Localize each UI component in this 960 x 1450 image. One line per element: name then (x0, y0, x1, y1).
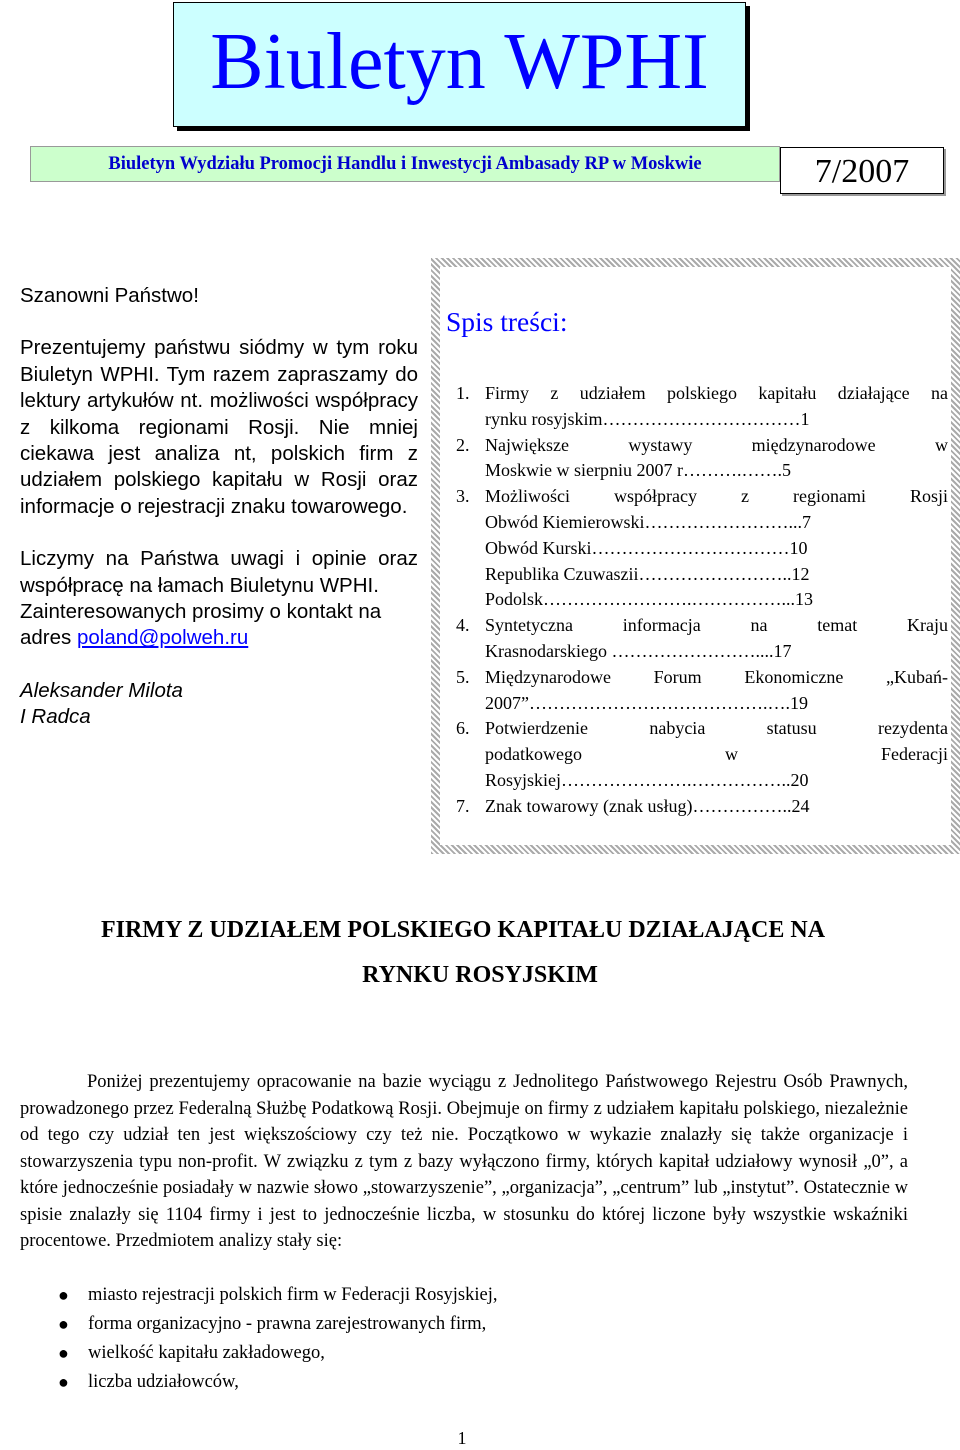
signature-name: Aleksander Milota (20, 678, 183, 702)
toc-entry-line (456, 665, 948, 691)
toc-entry-line (456, 458, 948, 484)
toc-entry-number (456, 691, 485, 717)
bullet-dot-icon: ● (58, 1285, 69, 1305)
toc-entry-line (456, 407, 948, 433)
toc-entry-number (456, 407, 485, 433)
toc-entry-number: 3. (456, 486, 470, 507)
bullet-dot-icon: ● (58, 1314, 69, 1334)
toc-entry-text: 2007”………………………………….….19 (485, 692, 808, 713)
bullet-dot-icon: ● (58, 1343, 69, 1363)
issue-number: 7/2007 (814, 153, 910, 190)
toc-entry-number (456, 639, 485, 665)
toc-entry-line (456, 742, 948, 768)
bulletin-title: Biuletyn WPHI (210, 17, 709, 106)
toc-entry-line (456, 768, 948, 794)
bullet-item (58, 1368, 758, 1397)
toc-entry-text: Znak towarowy (znak usług)……………..24 (485, 795, 810, 816)
spacer (20, 652, 418, 678)
toc-entry-line (456, 562, 948, 588)
spacer (20, 309, 418, 335)
toc-entry-number: 4. (456, 615, 470, 636)
toc-entry-text: Międzynarodowe Forum Ekonomiczne „Kubań- (485, 666, 948, 687)
toc-entry-number: 2. (456, 434, 470, 455)
bullet-item (58, 1281, 758, 1310)
toc-entry-text: Obwód Kurski……………………………10 (485, 537, 808, 558)
toc-entry-line (456, 794, 948, 820)
toc-entry-text: Możliwości współpracy z regionami Rosji (485, 486, 948, 507)
bullet-text: liczba udziałowców, (88, 1372, 239, 1392)
bulletin-subtitle: Biuletyn Wydziału Promocji Handlu i Inwestycji Ambasady RP w Moskwie (108, 153, 702, 174)
toc-entry-text: Podolsk…………………….……………...13 (485, 589, 814, 610)
toc-entry-line (456, 484, 948, 510)
issue-box (780, 147, 944, 194)
toc-entry-number (456, 562, 485, 588)
page-number: 1 (457, 1428, 467, 1448)
toc-entry-number: 5. (456, 666, 470, 687)
article-title-line-1: FIRMY Z UDZIAŁEM POLSKIEGO KAPITAŁU DZIAŁAJĄCE NA (100, 917, 826, 943)
toc-entry-line (456, 510, 948, 536)
toc-entry-number (456, 768, 485, 794)
toc-entry-number: 7. (456, 795, 470, 816)
toc-entry-line (456, 536, 948, 562)
bullet-item (58, 1310, 758, 1339)
title-box (173, 2, 746, 127)
toc-entry-line (456, 639, 948, 665)
letter-paragraph-2: Liczymy na Państwa uwagi i opinie oraz współpracę na łamach Biuletynu WPHI. (20, 547, 418, 597)
toc-entry-number: 6. (456, 718, 470, 739)
bullet-dot-icon: ● (58, 1372, 69, 1392)
toc-entry-number (456, 742, 485, 768)
toc-entry-line (456, 613, 948, 639)
toc-entry-text: Syntetyczna informacja na temat Kraju (485, 615, 948, 636)
signature-title: I Radca (20, 705, 91, 729)
toc-entry-line (456, 691, 948, 717)
letter-greeting: Szanowni Państwo! (20, 284, 199, 307)
toc-entry-text: Rosyjskiej………………….……………..20 (485, 769, 809, 790)
toc-entry-number (456, 458, 485, 484)
article-paragraph: Poniżej prezentujemy opracowanie na bazie wyciągu z Jednolitego Państwowego Rejestru Osób Prawnych, prowadzonego przez Federalną Służbę Podatkową Rosji. Obejmuje on firmy z udziałem kapitału polskiego, niezależnie od tego czy udział ten jest większościowy czy też nie. Początkowo w wykazie znalazły się także organizacje i stowarzyszenia typu non-profit. W związku z tym z bazy wyłączono firmy, których kapitał udziałowy wynosił „0”, a które jednocześnie posiadały w nazwie słowo „stowarzyszenie”, „organizacja”, „centrum” lub „instytut”. Ostatecznie w spisie znalazły się 1104 firmy i jest to jednocześnie liczba, w stosunku do której liczone były wszystkie wskaźniki procentowe. Przedmiotem analizy stały się: (20, 1072, 908, 1251)
letter-paragraph-1: Prezentujemy państwu siódmy w tym roku Biuletyn WPHI. Tym razem zapraszamy do lektury artykułów nt. możliwości współpracy z kilkoma regionami Rosji. Nie mniej ciekawa jest analiza nt, polskich firm z udziałem polskiego kapitału w Rosji oraz informacje o rejestracji znaku towarowego. (20, 336, 418, 518)
toc-heading: Spis treści: (446, 306, 568, 337)
toc-entry-text: Firmy z udziałem polskiego kapitału działające na (485, 383, 948, 403)
toc-entry-line (456, 587, 948, 613)
email-link[interactable]: poland@polweh.ru (76, 626, 249, 650)
letter-paragraph-3 (20, 599, 418, 652)
article-title (0, 908, 960, 998)
toc-entry-line (456, 433, 948, 459)
analysis-bullet-list (58, 1281, 758, 1397)
bullet-item (58, 1339, 758, 1368)
toc-entry-text: Potwierdzenie nabycia statusu rezydenta (485, 718, 948, 739)
editorial-letter (20, 283, 418, 731)
toc-entry-text: Moskwie w sierpniu 2007 r……….…….5 (485, 460, 791, 481)
article-title-line-2: RYNKU ROSYJSKIM (362, 962, 598, 988)
toc-list (456, 381, 948, 820)
letter-contact-text: Zainteresowanych prosimy o kontakt na (20, 600, 382, 624)
toc-entry-number (456, 587, 485, 613)
spacer (20, 520, 418, 546)
toc-entry-text: rynku rosyjskim……………………………1 (485, 408, 810, 429)
toc-entry-text: Obwód Kiemierowski……………………...7 (485, 511, 811, 532)
bullet-text: wielkość kapitału zakładowego, (88, 1343, 325, 1363)
toc-entry-text: Krasnodarskiego ……………………....17 (485, 640, 792, 661)
toc-entry-line (456, 381, 948, 407)
toc-entry-number (456, 510, 485, 536)
toc-entry-number: 1. (456, 383, 470, 403)
toc-entry-line (456, 716, 948, 742)
toc-entry-number (456, 536, 485, 562)
toc-entry-text: podatkowego w Federacji (485, 744, 948, 765)
article-body (20, 1069, 908, 1255)
subtitle-box (30, 146, 780, 182)
toc-entry-text: Największe wystawy międzynarodowe w (485, 434, 948, 455)
bullet-text: forma organizacyjno - prawna zarejestrowanych firm, (88, 1314, 487, 1334)
bullet-text: miasto rejestracji polskich firm w Federacji Rosyjskiej, (88, 1285, 498, 1305)
letter-address-label: adres (20, 626, 72, 650)
toc-entry-text: Republika Czuwaszii……………………..12 (485, 563, 810, 584)
